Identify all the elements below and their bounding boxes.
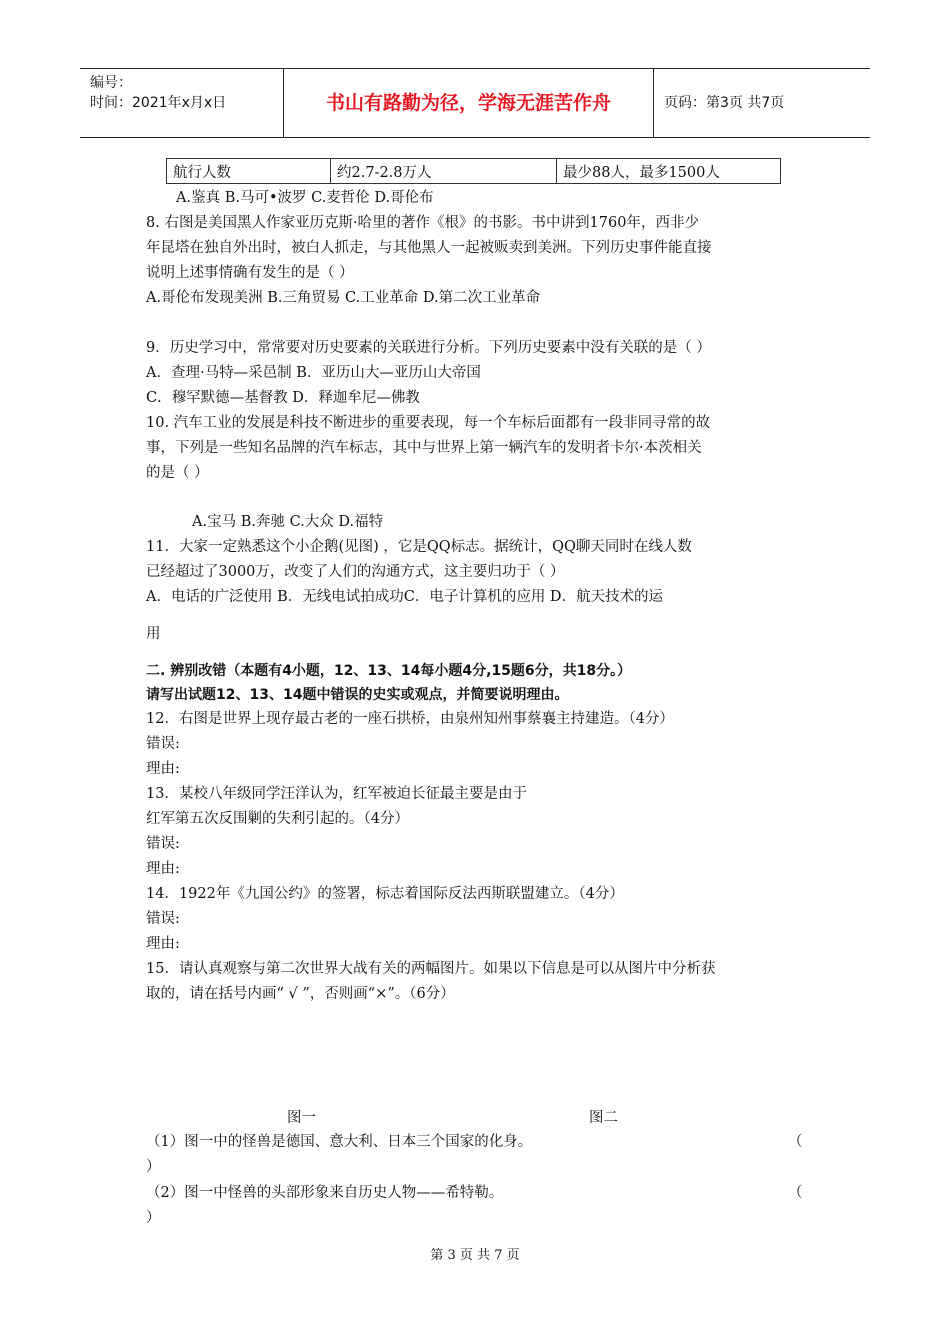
q9-text: 9．历史学习中，常常要对历史要素的关联进行分析。下列历史要素中没有关联的是（ ） — [146, 340, 711, 356]
q15-text: 取的，请在括号内画“ √ ”，否则画“×”。（6分） — [146, 986, 455, 1002]
figure-2-caption: 图二 — [589, 1110, 618, 1126]
q11-text: 已经超过了3000万，改变了人们的沟通方式，这主要归功于（ ） — [146, 564, 565, 580]
q8-text: 说明上述事情确有发生的是（ ） — [146, 265, 354, 281]
q12-reason-label: 理由: — [146, 761, 180, 777]
statement-2: （2）图一中怪兽的头部形象来自历史人物——希特勒。 — [146, 1185, 504, 1201]
number-label: 编号： — [90, 75, 132, 91]
q8-options: A.哥伦布发现美洲 B.三角贸易 C.工业革命 D.第二次工业革命 — [146, 290, 541, 306]
q13-error-label: 错误: — [146, 836, 180, 852]
figure-1-caption: 图一 — [287, 1110, 316, 1126]
q13-text: 红军第五次反围剿的失利引起的。（4分） — [146, 811, 409, 827]
q8-text: 年昆塔在独自外出时，被白人抓走，与其他黑人一起被贩卖到美洲。下列历史事件能直接 — [146, 240, 712, 256]
page-indicator: 页码：第3页 共7页 — [664, 95, 785, 111]
page-header — [80, 68, 870, 138]
table-row — [167, 159, 781, 184]
q13-text: 13．某校八年级同学汪洋认为，红军被迫长征最主要是由于 — [146, 786, 527, 802]
q7-options: A.鉴真 B.马可•波罗 C.麦哲伦 D.哥伦布 — [176, 190, 434, 206]
header-divider — [653, 69, 654, 137]
q10-text: 的是（ ） — [146, 465, 209, 481]
q12-text: 12．右图是世界上现存最古老的一座石拱桥，由泉州知州事蔡襄主持建造。（4分） — [146, 711, 674, 727]
q10-text: 事，下列是一些知名品牌的汽车标志，其中与世界上第一辆汽车的发明者卡尔·本茨相关 — [146, 440, 702, 456]
q10-text: 10. 汽车工业的发展是科技不断进步的重要表现，每一个车标后面都有一段非同寻常的故 — [146, 415, 711, 431]
q12-error-label: 错误: — [146, 736, 180, 752]
q14-text: 14．1922年《九国公约》的签署，标志着国际反法西斯联盟建立。（4分） — [146, 886, 624, 902]
q11-options: A．电话的广泛使用 B．无线电试拍成功C．电子计算机的应用 D．航天技术的运 — [146, 589, 664, 605]
header-motto: 书山有路勤为径，学海无涯苦作舟 — [325, 92, 611, 114]
section-2-instructions: 请写出试题12、13、14题中错误的史实或观点，并简要说明理由。 — [146, 687, 569, 703]
date-label: 时间：2021年x月x日 — [90, 95, 227, 111]
header-info — [90, 73, 226, 113]
page-footer: 第 3 页 共 7 页 — [430, 1248, 520, 1263]
q9-options: A．查理·马特—采邑制 B．亚历山大—亚历山大帝国 — [146, 365, 481, 381]
table-cell: 航行人数 — [167, 159, 331, 184]
table-cell: 约2.7-2.8万人 — [331, 159, 557, 184]
answer-bracket-close: ） — [146, 1159, 161, 1175]
q14-reason-label: 理由: — [146, 936, 180, 952]
q8-text: 8. 右图是美国黑人作家亚历克斯·哈里的著作《根》的书影。书中讲到1760年，西非少 — [146, 215, 699, 231]
q10-options: A.宝马 B.奔驰 C.大众 D.福特 — [192, 514, 384, 530]
q14-error-label: 错误: — [146, 911, 180, 927]
answer-bracket-open: （ — [788, 1134, 803, 1150]
answer-bracket-open: （ — [788, 1185, 803, 1201]
answer-bracket-close: ） — [146, 1210, 161, 1226]
q11-options-tail: 用 — [146, 626, 161, 642]
navigation-table — [166, 158, 781, 184]
statement-1: （1）图一中的怪兽是德国、意大利、日本三个国家的化身。 — [146, 1134, 533, 1150]
section-2-title: 二. 辨别改错（本题有4小题，12、13、14每小题4分,15题6分，共18分。） — [146, 663, 632, 679]
q11-text: 11．大家一定熟悉这个小企鹅(见图) ，它是QQ标志。据统计，QQ聊天同时在线人数 — [146, 539, 692, 555]
table-cell: 最少88人，最多1500人 — [557, 159, 781, 184]
q9-options: C．穆罕默德—基督教 D．释迦牟尼—佛教 — [146, 390, 420, 406]
q13-reason-label: 理由: — [146, 861, 180, 877]
q15-text: 15．请认真观察与第二次世界大战有关的两幅图片。如果以下信息是可以从图片中分析获 — [146, 961, 716, 977]
